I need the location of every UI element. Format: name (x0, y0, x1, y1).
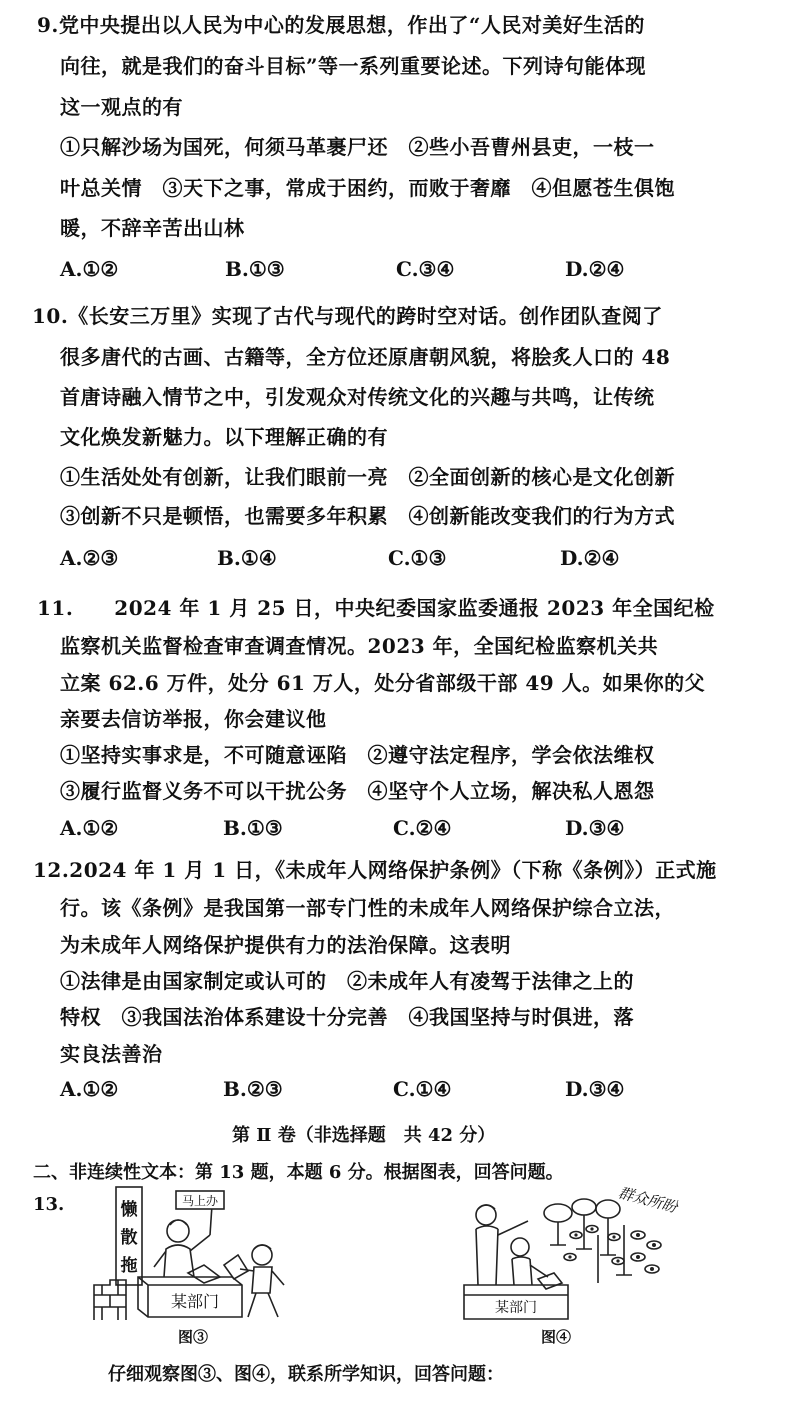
q9-line-5: 叶总关情 ③天下之事，常成于困约，而败于奢靡 ④但愿苍生俱饱 (60, 176, 675, 200)
figure-4-caption: 图④ (541, 1328, 572, 1346)
q9-option-a[interactable]: A.①② (60, 257, 119, 281)
q11-line-3: 立案 62.6 万件，处分 61 万人，处分省部级干部 49 人。如果你的父 (60, 671, 706, 695)
q10-option-d[interactable]: D.②④ (560, 546, 620, 570)
q9-line-6: 暖，不辞辛苦出山林 (60, 216, 245, 240)
q12-line-6: 实良法善治 (60, 1042, 163, 1066)
figure-3-caption: 图③ (178, 1328, 209, 1346)
q9-line-4: ①只解沙场为国死，何须马革裹尸还 ②些小吾曹州县吏，一枝一 (60, 135, 655, 159)
q10-option-b[interactable]: B.①④ (217, 546, 277, 570)
q11-option-b[interactable]: B.①③ (223, 816, 283, 840)
part2-section-heading: 二、非连续性文本：第 13 题，本题 6 分。根据图表，回答问题。 (33, 1162, 564, 1183)
q10-option-c[interactable]: C.①③ (388, 546, 447, 570)
fig3-sign-char-3: 拖 (120, 1256, 138, 1276)
q11-option-c[interactable]: C.②④ (393, 816, 452, 840)
q9-line-1: 9.党中央提出以人民为中心的发展思想，作出了“人民对美好生活的 (37, 13, 645, 37)
q11-line-5: ①坚持实事求是，不可随意诬陷 ②遵守法定程序，学会依法维权 (60, 743, 655, 767)
q12-options (60, 1075, 760, 1103)
q10-option-a[interactable]: A.②③ (60, 546, 119, 570)
q12-option-d[interactable]: D.③④ (565, 1077, 625, 1101)
fig3-sign-char-2: 散 (120, 1228, 138, 1248)
q11-line-6: ③履行监督义务不可以干扰公务 ④坚守个人立场，解决私人恩怨 (60, 779, 655, 803)
q10-line-6: ③创新不只是顿悟，也需要多年积累 ④创新能改变我们的行为方式 (60, 504, 675, 528)
q10-line-3: 首唐诗融入情节之中，引发观众对传统文化的兴趣与共鸣，让传统 (60, 385, 655, 409)
q10-line-5: ①生活处处有创新，让我们眼前一亮 ②全面创新的核心是文化创新 (60, 465, 675, 489)
q9-option-d[interactable]: D.②④ (565, 257, 625, 281)
q11-options (60, 814, 760, 842)
q12-line-4: ①法律是由国家制定或认可的 ②未成年人有凌驾于法律之上的 (60, 969, 634, 993)
fig3-sign-char-1: 懒 (120, 1200, 138, 1220)
q11-option-a[interactable]: A.①② (60, 816, 119, 840)
q11-line-4: 亲要去信访举报，你会建议他 (60, 707, 327, 731)
q11-option-d[interactable]: D.③④ (565, 816, 625, 840)
q9-option-c[interactable]: C.③④ (396, 257, 455, 281)
fig4-banner-text: 群众所盼 (616, 1183, 680, 1217)
q12-line-3: 为未成年人网络保护提供有力的法治保障。这表明 (60, 933, 511, 957)
q12-line-1: 12.2024 年 1 月 1 日，《未成年人网络保护条例》（下称《条例》）正式施 (33, 858, 717, 882)
q12-line-5: 特权 ③我国法治体系建设十分完善 ④我国坚持与时俱进，落 (60, 1005, 634, 1029)
q9-line-2: 向往，就是我们的奋斗目标”等一系列重要论述。下列诗句能体现 (60, 54, 647, 78)
q12-option-a[interactable]: A.①② (60, 1077, 119, 1101)
q13-instruction: 仔细观察图③、图④，联系所学知识，回答问题： (108, 1364, 504, 1385)
q12-line-2: 行。该《条例》是我国第一部专门性的未成年人网络保护综合立法， (60, 896, 675, 920)
q9-option-b[interactable]: B.①③ (225, 257, 285, 281)
q12-option-b[interactable]: B.②③ (223, 1077, 283, 1101)
q10-line-1: 10.《长安三万里》实现了古代与现代的跨时空对话。创作团队查阅了 (32, 304, 663, 328)
q10-line-2: 很多唐代的古画、古籍等，全方位还原唐朝风貌，将脍炙人口的 48 (60, 345, 671, 369)
q10-options (60, 544, 760, 572)
q13-number: 13. (33, 1194, 65, 1215)
figure-4-cartoon (458, 1183, 680, 1320)
q12-option-c[interactable]: C.①④ (393, 1077, 452, 1101)
fig3-paper-text: 马上办 (181, 1194, 219, 1208)
figure-3-cartoon (92, 1185, 302, 1325)
q10-line-4: 文化焕发新魅力。以下理解正确的有 (60, 425, 388, 449)
fig3-desk-text: 某部门 (170, 1292, 220, 1311)
q11-line-1: 11. 2024 年 1 月 25 日，中央纪委国家监委通报 2023 年全国纪检 (37, 596, 715, 620)
q9-line-3: 这一观点的有 (60, 95, 183, 119)
q11-line-2: 监察机关监督检查审查调查情况。2023 年，全国纪检监察机关共 (60, 634, 659, 658)
q9-options (60, 255, 760, 283)
fig4-desk-text: 某部门 (495, 1300, 537, 1316)
part2-title: 第 Ⅱ 卷（非选择题 共 42 分） (232, 1125, 496, 1146)
